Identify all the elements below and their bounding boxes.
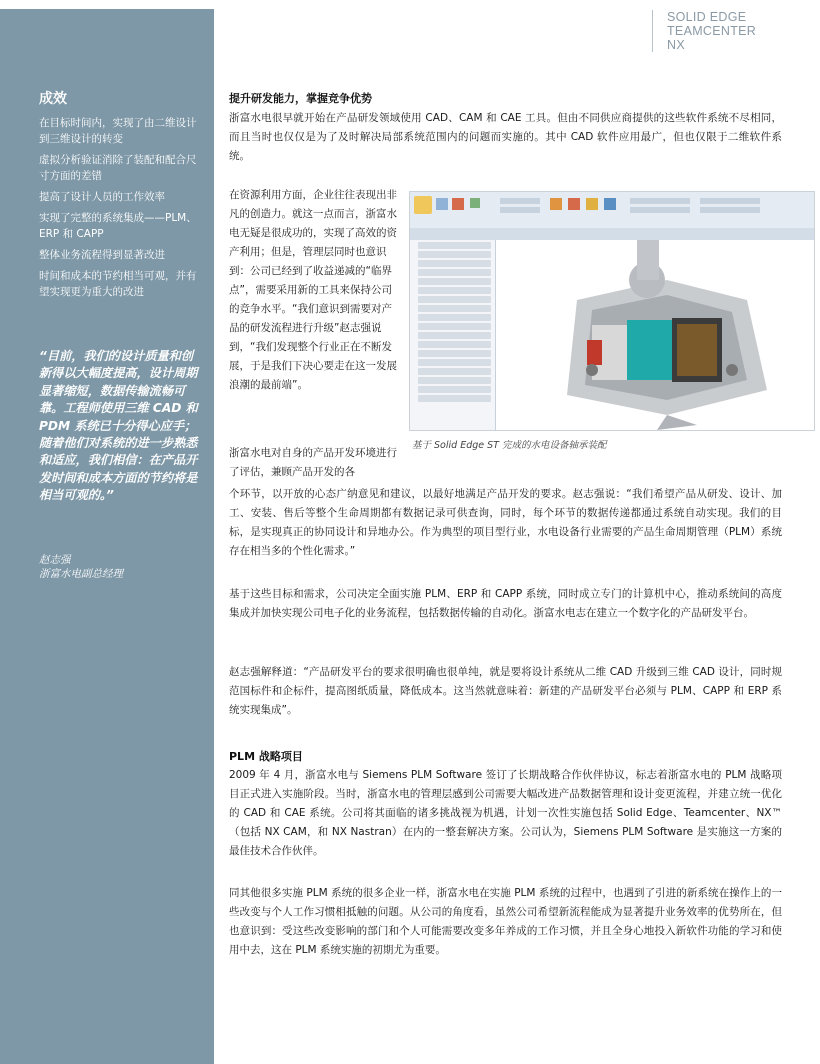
results-item: 时间和成本的节约相当可观，并有望实现更为重大的改进 <box>39 270 197 298</box>
cad-screenshot-figure <box>409 191 815 431</box>
results-list <box>39 115 201 305</box>
brand-line: TEAMCENTER <box>667 24 757 38</box>
results-item: 实现了完整的系统集成——PLM、ERP 和 CAPP <box>39 212 197 240</box>
brand-line: NX <box>667 38 685 52</box>
paragraph: 赵志强解释道：“产品研发平台的要求很明确也很单纯，就是要将设计系统从二维 CAD 升级到三维 CAD 设计，同时规范国标件和企标件，提高图纸质量，降低成本。这当然就意味着：新建的产品研发平台必须与 PLM、CAPP 和 ERP 系统实现集成”。 <box>229 666 782 716</box>
assembly-tree-panel <box>410 240 496 431</box>
paragraph: 浙富水电对自身的产品开发环境进行了评估，兼顾产品开发的各 <box>229 447 397 478</box>
paragraph: 同其他很多实施 PLM 系统的很多企业一样，浙富水电在实施 PLM 系统的过程中，也遇到了引进的新系统在操作上的一些改变与个人工作习惯相抵触的问题。从公司的角度看，虽然公司希望新流程能成为显著提升业务效率的优势所在，但也意识到：受这些改变影响的部门和个人可能需要改变多年养成的工作习惯，并且全身心地投入新软件功能的学习和使用中去，这在 PLM 系统实施的初期尤为重要。 <box>229 887 782 956</box>
quote-author: 赵志强 <box>39 554 71 566</box>
cad-ribbon-toolbar <box>410 192 815 240</box>
results-item: 整体业务流程得到显著改进 <box>39 249 165 261</box>
results-heading: 成效 <box>39 91 67 107</box>
results-item: 在目标时间内，实现了由二维设计到三维设计的转变 <box>39 117 197 145</box>
paragraph: 个环节，以开放的心态广纳意见和建议，以最好地满足产品开发的要求。赵志强说：“我们希望产品从研发、设计、加工、安装、售后等整个生命周期都有数据记录可供查询，同时，每个环节的数据传递都通过系统自动实现。我们的目标，是实现真正的协同设计和异地办公。作为典型的项目型行业，水电设备行业需要的产品生命周期管理（PLM）系统存在相当多的个性化需求。” <box>229 488 782 557</box>
paragraph: 在资源利用方面，企业往往表现出非凡的创造力。就这一点而言，浙富水电无疑是很成功的，实现了高效的资产利用；但是，管理层同时也意识到：公司已经到了收益递减的“临界点”，需要采用新的工具来保持公司的竞争水平。“我们意识到需要对产品的研发流程进行升级”赵志强说到，“我们发现整个行业正在不断发展，于是我们下决心要走在这一发展浪潮的最前端”。 <box>229 189 397 391</box>
quote-title: 浙富水电副总经理 <box>39 568 123 580</box>
section-heading: PLM 战略项目 <box>229 750 303 763</box>
section-heading: 提升研发能力，掌握竞争优势 <box>229 92 372 105</box>
3d-model-viewport <box>497 240 815 431</box>
results-item: 虚拟分析验证消除了装配和配合尺寸方面的差错 <box>39 154 197 182</box>
brand-line: SOLID EDGE <box>667 10 747 24</box>
pull-quote: “目前，我们的设计质量和创新得以大幅度提高，设计周期显著缩短，数据传输流畅可靠。工程师使用三维 CAD 和 PDM 系统已十分得心应手；随着他们对系统的进一步熟悉和适应，我们相信：在产品开发时间和成本方面的节约将是相当可观的。” <box>39 349 198 503</box>
quote-attribution <box>39 553 201 581</box>
paragraph: 基于这些目标和需求，公司决定全面实施 PLM、ERP 和 CAPP 系统，同时成立专门的计算机中心，推动系统间的高度集成并加快实现公司电子化的业务流程，包括数据传输的自动化。浙富水电志在建立一个数字化的产品研发平台。 <box>229 588 782 619</box>
results-item: 提高了设计人员的工作效率 <box>39 191 165 203</box>
brand-block <box>652 10 802 52</box>
figure-caption: 基于 Solid Edge ST 完成的水电设备轴承装配 <box>412 440 607 451</box>
paragraph: 2009 年 4 月，浙富水电与 Siemens PLM Software 签订了长期战略合作伙伴协议，标志着浙富水电的 PLM 战略项目正式进入实施阶段。当时，浙富水电的管理层感到公司需要大幅改进产品数据管理和设计变更流程，并建立统一优化的 CAD 和 CAE 系统。公司将其面临的诸多挑战视为机遇，计划一次性实施包括 Solid Edge、Teamcenter、NX™（包括 NX CAM，和 NX Nastran）在内的一整套解决方案。公司认为，Siemens PLM Software 是实施这一方案的最佳技术合作伙伴。 <box>229 769 782 857</box>
paragraph: 浙富水电很早就开始在产品研发领域使用 CAD、CAM 和 CAE 工具。但由不同供应商提供的这些软件系统不尽相同，而且当时也仅仅是为了及时解决局部系统范围内的问题而实施的。其中 CAD 软件应用最广，但也仅限于二维软件系统。 <box>229 112 782 162</box>
